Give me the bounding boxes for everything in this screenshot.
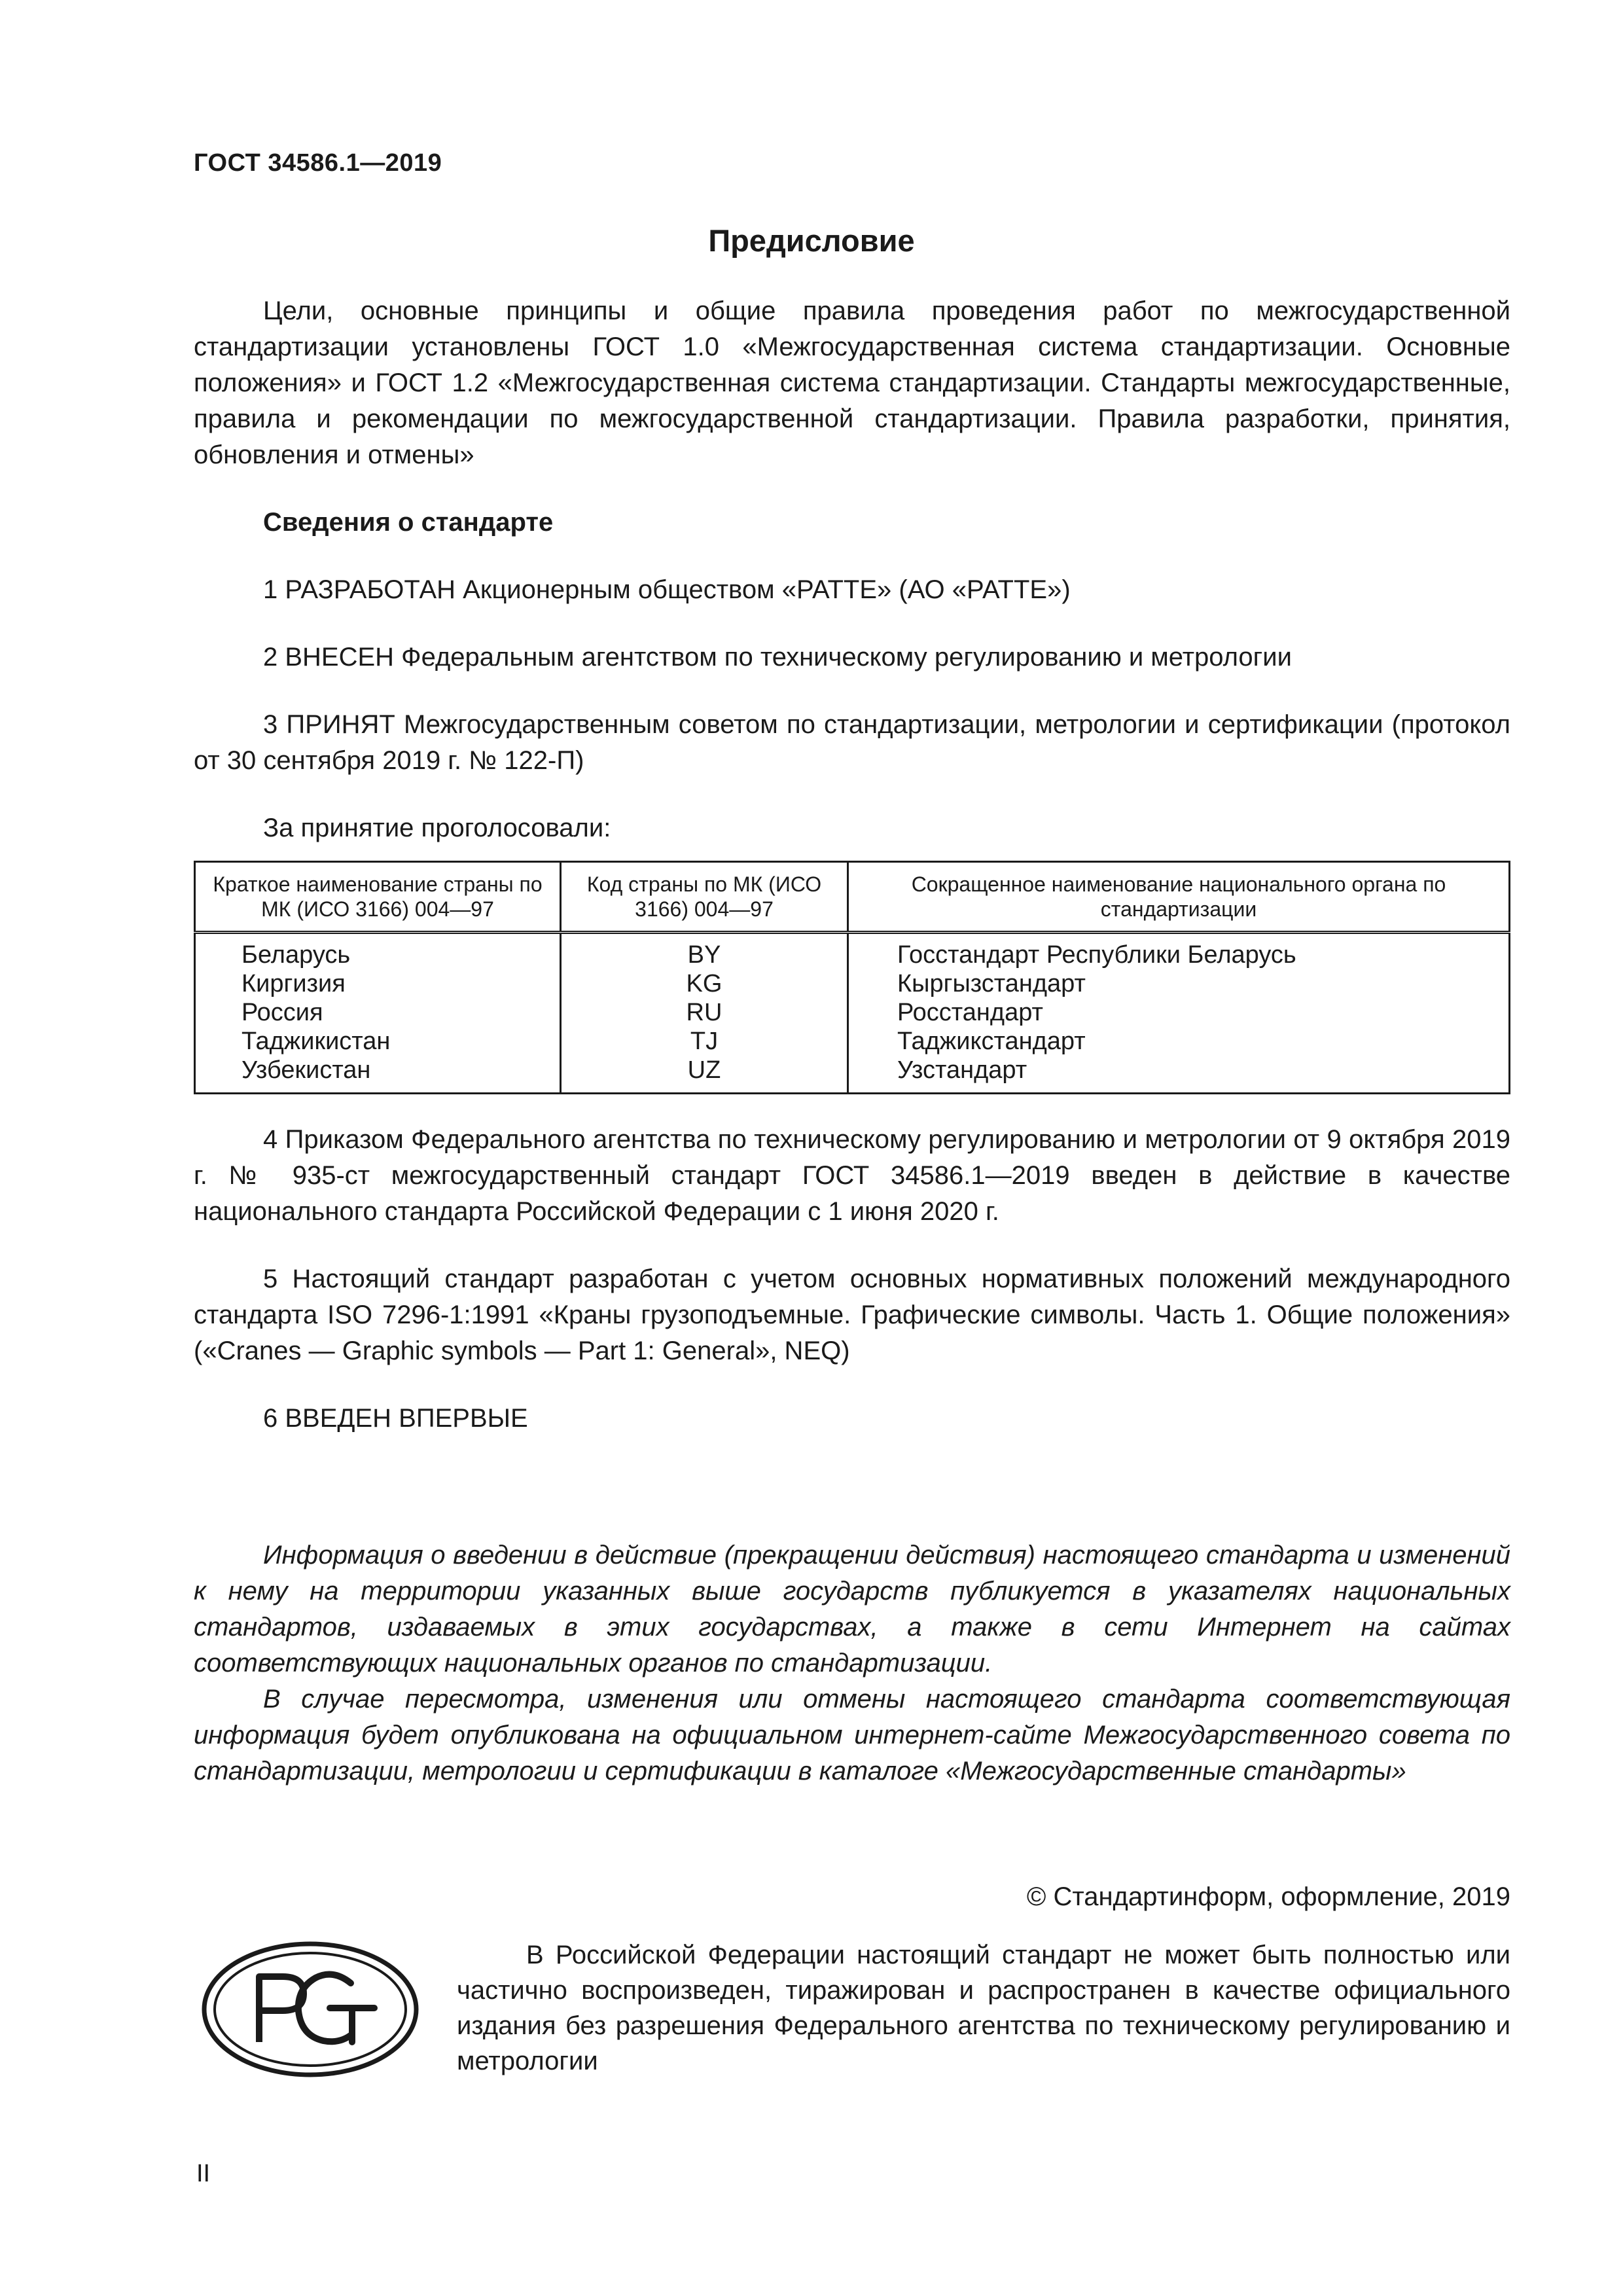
info-heading: Сведения о стандарте bbox=[263, 508, 554, 537]
column-header-country: Краткое наименование страны по МК (ИСО 3166) 004—97 bbox=[195, 862, 561, 933]
page-number: II bbox=[196, 2160, 211, 2187]
org-name: Росстандарт bbox=[897, 999, 1043, 1026]
intro-paragraph: Цели, основные принципы и общие правила проведения работ по межгосударственной стандартизации установлены ГОСТ 1.0 «Межгосударственная система стандартизации. Основные положения» и ГОСТ 1.2 «Межгосударственная система стандартизации. Стандарты межгосударственные, правила и рекомендации по межгосударственной стандартизации. Правила разработки, принятия, обновления и отмены» bbox=[194, 296, 1510, 469]
document-id: ГОСТ 34586.1—2019 bbox=[194, 149, 442, 177]
code-cell bbox=[561, 933, 848, 1094]
country-code: KG bbox=[686, 970, 722, 997]
country-code: TJ bbox=[690, 1028, 719, 1055]
column-header-code: Код страны по МК (ИСО 3166) 004—97 bbox=[561, 862, 848, 933]
rst-certification-mark-icon bbox=[199, 1937, 421, 2081]
country-code: UZ bbox=[687, 1056, 721, 1084]
country-name: Узбекистан bbox=[241, 1056, 371, 1084]
country-cell bbox=[195, 933, 561, 1094]
country-code: RU bbox=[686, 999, 722, 1026]
item-6: 6 ВВЕДЕН ВПЕРВЫЕ bbox=[263, 1404, 528, 1433]
org-name: Узстандарт bbox=[897, 1056, 1027, 1084]
item-5: 5 Настоящий стандарт разработан с учетом основных нормативных положений международного стандарта ISO 7296-1:1991 «Краны грузоподъемные. Графические символы. Часть 1. Общие положения» («Cranes — Graphic symbols — Part 1: General», NEQ) bbox=[194, 1265, 1510, 1365]
country-name: Таджикистан bbox=[241, 1028, 391, 1055]
org-name: Кыргызстандарт bbox=[897, 970, 1086, 997]
column-header-org: Сокращенное наименование национального органа по стандартизации bbox=[848, 862, 1510, 933]
org-name: Госстандарт Республики Беларусь bbox=[897, 941, 1296, 969]
item-1: 1 РАЗРАБОТАН Акционерным обществом «РАТТЕ» (АО «РАТТЕ») bbox=[263, 575, 1071, 604]
item-3: 3 ПРИНЯТ Межгосударственным советом по стандартизации, метрологии и сертификации (протокол от 30 сентября 2019 г. № 122-П) bbox=[194, 710, 1510, 775]
page-title: Предисловие bbox=[708, 223, 915, 258]
table-row bbox=[195, 933, 1510, 1094]
document-body bbox=[194, 293, 1510, 1789]
notice-paragraph: В Российской Федерации настоящий стандарт не может быть полностью или частично воспроизведен, тиражирован и распространен в качестве официального издания без разрешения Федерального агентства по техническому регулированию и метрологии bbox=[457, 1941, 1510, 2075]
item-2: 2 ВНЕСЕН Федеральным агентством по техническому регулированию и метрологии bbox=[263, 643, 1292, 672]
revision-italic-paragraph: В случае пересмотра, изменения или отмены настоящего стандарта соответствующая информация будет опубликована на официальном интернет-сайте Межгосударственного совета по стандартизации, метрологии и сертификации в каталоге «Межгосударственные стандарты» bbox=[194, 1685, 1510, 1785]
org-name: Таджикстандарт bbox=[897, 1028, 1086, 1055]
countries-table bbox=[194, 861, 1510, 1094]
org-cell bbox=[848, 933, 1510, 1094]
country-name: Россия bbox=[241, 999, 323, 1026]
copyright-notice bbox=[457, 1937, 1510, 2079]
country-code: BY bbox=[687, 941, 721, 969]
voted-label: За принятие проголосовали: bbox=[263, 814, 611, 842]
info-italic-paragraph: Информация о введении в действие (прекращении действия) настоящего стандарта и изменений к нему на территории указанных выше государств публикуется в указателях национальных стандартов, издаваемых в этих государствах, а также в сети Интернет на сайтах соответствующих национальных органов по стандартизации. bbox=[194, 1541, 1510, 1677]
country-name: Киргизия bbox=[241, 970, 346, 997]
copyright-line: © Стандартинформ, оформление, 2019 bbox=[1026, 1882, 1510, 1911]
country-name: Беларусь bbox=[241, 941, 351, 969]
table-header-row bbox=[195, 862, 1510, 933]
item-4: 4 Приказом Федерального агентства по техническому регулированию и метрологии от 9 октября 2019 г. № 935-ст межгосударственный стандарт ГОСТ 34586.1—2019 введен в действие в качестве национального стандарта Российской Федерации с 1 июня 2020 г. bbox=[194, 1125, 1510, 1226]
